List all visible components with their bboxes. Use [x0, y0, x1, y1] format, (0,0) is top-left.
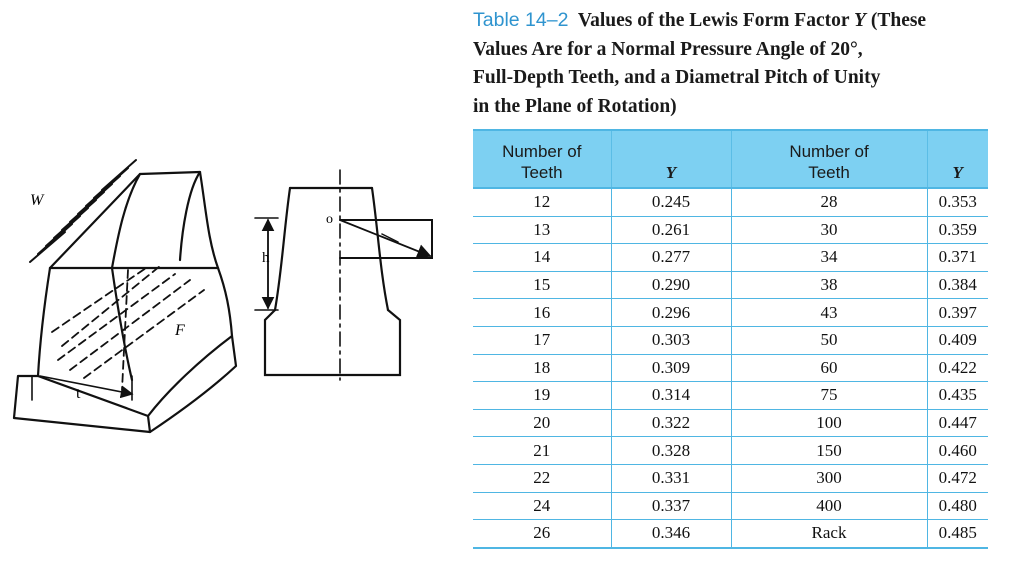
table-row [473, 216, 988, 244]
table-cell: 43 [731, 299, 927, 327]
table-cell: 0.314 [611, 382, 731, 410]
table-cell: 19 [473, 382, 611, 410]
table-cell: 400 [731, 492, 927, 520]
table-cell: 34 [731, 244, 927, 272]
table-cell: 0.371 [927, 244, 988, 272]
table-cell: 38 [731, 271, 927, 299]
table-cell: 100 [731, 409, 927, 437]
lewis-form-factor-table [473, 129, 988, 549]
table-cell: 15 [473, 271, 611, 299]
table-cell: 18 [473, 354, 611, 382]
table-cell: 26 [473, 520, 611, 548]
table-cell: 0.245 [611, 188, 731, 216]
table-cell: 24 [473, 492, 611, 520]
table-cell: 0.397 [927, 299, 988, 327]
table-cell: 21 [473, 437, 611, 465]
table-row [473, 271, 988, 299]
table-row [473, 409, 988, 437]
load-hatching [30, 160, 136, 262]
caption-text-1c: (These [865, 10, 927, 31]
table-row [473, 188, 988, 216]
table-row [473, 492, 988, 520]
table-cell: 28 [731, 188, 927, 216]
table-cell: 0.322 [611, 409, 731, 437]
table-cell: 0.328 [611, 437, 731, 465]
table-cell: 0.447 [927, 409, 988, 437]
caption-text-1b: Y [854, 10, 866, 31]
table-cell: 0.353 [927, 188, 988, 216]
table-cell: 12 [473, 188, 611, 216]
table-cell: 17 [473, 326, 611, 354]
table-row [473, 244, 988, 272]
table-row [473, 520, 988, 548]
table-cell: 0.303 [611, 326, 731, 354]
beam-profile-drawing [255, 170, 432, 380]
table-cell: 0.346 [611, 520, 731, 548]
table-row [473, 354, 988, 382]
table-row [473, 382, 988, 410]
table-cell: 0.296 [611, 299, 731, 327]
label-t: t [76, 385, 81, 402]
table-cell: 50 [731, 326, 927, 354]
table-cell: 0.359 [927, 216, 988, 244]
table-cell: 60 [731, 354, 927, 382]
caption-line-2: Values Are for a Normal Pressure Angle of 20°, [473, 38, 863, 60]
table-cell: 75 [731, 382, 927, 410]
table-cell: 0.384 [927, 271, 988, 299]
table-cell: 0.435 [927, 382, 988, 410]
table-cell: 300 [731, 464, 927, 492]
table-row [473, 326, 988, 354]
table-cell: 0.261 [611, 216, 731, 244]
table-cell: 30 [731, 216, 927, 244]
table-cell: 16 [473, 299, 611, 327]
gear-tooth-figure [0, 150, 460, 440]
table-cell: 0.290 [611, 271, 731, 299]
caption-line-4: in the Plane of Rotation) [473, 95, 677, 117]
label-h: h [262, 250, 270, 266]
header-number-of-teeth-2: Number of Teeth [731, 130, 927, 188]
table-cell: 22 [473, 464, 611, 492]
table-cell: 0.460 [927, 437, 988, 465]
table-cell: 0.309 [611, 354, 731, 382]
table-cell: 0.480 [927, 492, 988, 520]
tooth-3d-drawing [14, 160, 236, 432]
table-cell: 0.485 [927, 520, 988, 548]
caption-line-3: Full-Depth Teeth, and a Diametral Pitch of Unity [473, 67, 881, 88]
table-caption [473, 6, 1013, 121]
table-cell: 0.331 [611, 464, 731, 492]
label-w: W [30, 192, 44, 209]
table-row [473, 464, 988, 492]
table-cell: 0.277 [611, 244, 731, 272]
header-y: Y [611, 130, 731, 188]
label-f: F [175, 322, 185, 339]
caption-text-1a: Values of the Lewis Form Factor [577, 10, 855, 31]
table-cell: 0.422 [927, 354, 988, 382]
table-cell: 0.409 [927, 326, 988, 354]
table-row [473, 437, 988, 465]
table-cell: 150 [731, 437, 927, 465]
table-cell: Rack [731, 520, 927, 548]
table-cell: 13 [473, 216, 611, 244]
header-y-2: Y [927, 130, 988, 188]
caption-line-1 [473, 6, 1013, 36]
table-cell: 14 [473, 244, 611, 272]
label-o: o [326, 212, 333, 227]
table-row [473, 299, 988, 327]
table-cell: 0.472 [927, 464, 988, 492]
table-cell: 0.337 [611, 492, 731, 520]
table-header-row [473, 130, 988, 188]
table-number: Table 14–2 [473, 9, 569, 31]
table-cell: 20 [473, 409, 611, 437]
header-number-of-teeth: Number of Teeth [473, 130, 611, 188]
